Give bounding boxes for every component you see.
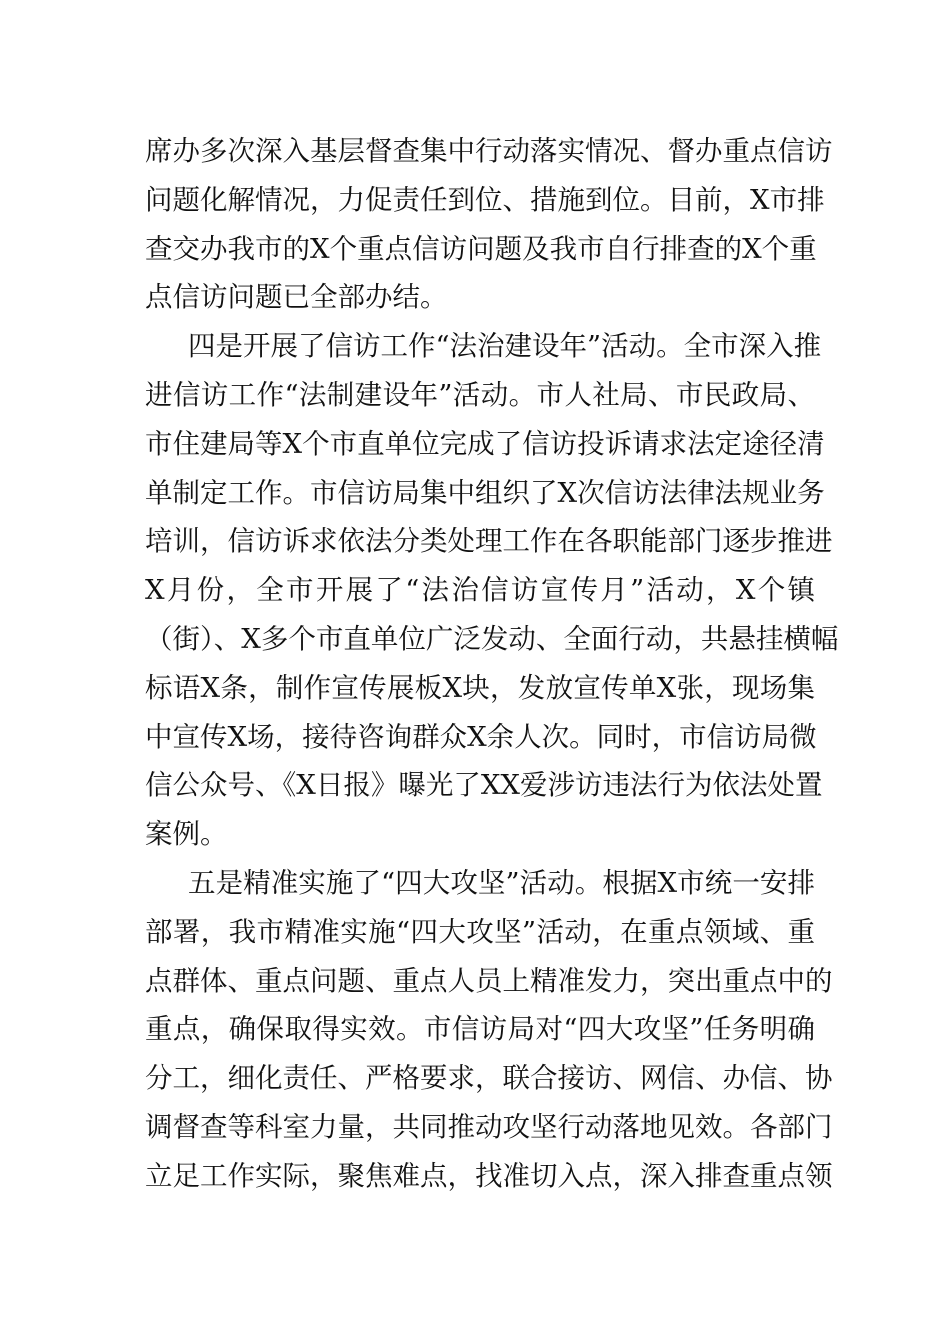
text-line: 部署，我市精准实施“四大攻坚”活动，在重点领域、重	[145, 915, 815, 948]
text-line: 调督查等科室力量，共同推动攻坚行动落地见效。各部门	[145, 1110, 833, 1143]
text-line: 立足工作实际，聚焦难点，找准切入点，深入排查重点领	[145, 1159, 833, 1192]
paragraph-five-first-line: 五是精准实施了“四大攻坚”活动。根据X市统一安排	[188, 866, 815, 899]
text-line: 重点，确保取得实效。市信访局对“四大攻坚”任务明确	[145, 1013, 815, 1046]
text-line: 中宣传X场，接待咨询群众X余人次。同时，市信访局微	[145, 720, 817, 753]
text-line: 问题化解情况，力促责任到位、措施到位。目前，X市排	[145, 183, 825, 216]
text-line: 点群体、重点问题、重点人员上精准发力，突出重点中的	[145, 964, 833, 997]
text-line: 点信访问题已全部办结。	[145, 281, 448, 314]
paragraph-four-first-line: 四是开展了信访工作“法治建设年”活动。全市深入推	[188, 330, 822, 363]
text-line: 查交办我市的X个重点信访问题及我市自行排查的X个重	[145, 232, 817, 265]
text-line: 分工，细化责任、严格要求，联合接访、网信、办信、协	[145, 1062, 833, 1095]
text-line: 市住建局等X个市直单位完成了信访投诉请求法定途径清	[145, 427, 825, 460]
text-line: 单制定工作。市信访局集中组织了X次信访法律法规业务	[145, 476, 825, 509]
text-line: 席办多次深入基层督查集中行动落实情况、督办重点信访	[145, 135, 833, 167]
text-line: X月份，全市开展了“法治信访宣传月”活动，X个镇	[145, 574, 815, 607]
text-line: 案例。	[145, 818, 228, 851]
text-line: 信公众号、《X日报》曝光了XX爱涉访违法行为依法处置	[145, 769, 823, 802]
text-line: （街）、X多个市直单位广泛发动、全面行动，共悬挂横幅	[145, 622, 839, 655]
text-line: 进信访工作“法制建设年”活动。市人社局、市民政局、	[145, 378, 815, 411]
document-body	[145, 127, 839, 1201]
text-line: 培训，信访诉求依法分类处理工作在各职能部门逐步推进	[145, 525, 833, 558]
text-line: 标语X条，制作宣传展板X块，发放宣传单X张，现场集	[145, 671, 815, 704]
